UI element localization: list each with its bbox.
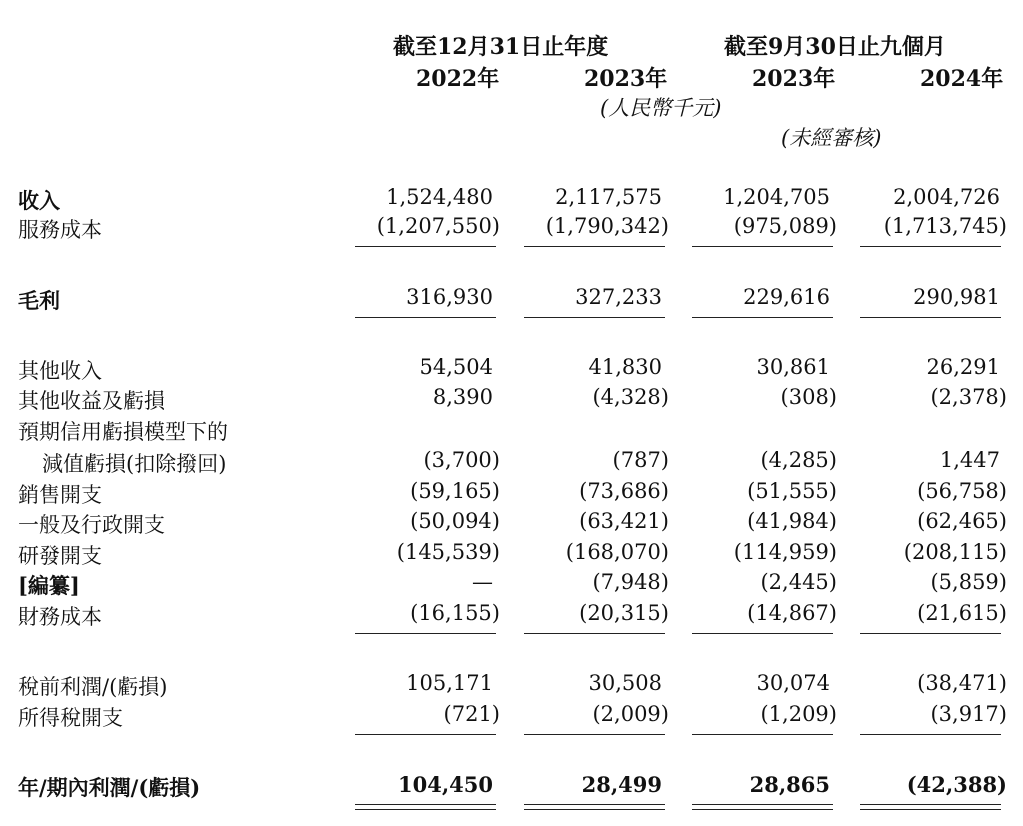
- cell-gross-profit-9m2024: 290,981: [913, 285, 1000, 309]
- cell-cost-2023: (1,790,342): [545, 214, 669, 238]
- row-label-rnd-expenses: 研發開支: [18, 544, 102, 568]
- cell-cost-2022: (1,207,550): [376, 214, 500, 238]
- cell-gross-profit-2023: 327,233: [575, 285, 662, 309]
- rule-finance-9m2024: [860, 633, 1001, 634]
- cell-other-income-2022: 54,504: [419, 355, 493, 379]
- double-rule-2022: [355, 804, 496, 810]
- double-rule-9m2024: [860, 804, 1001, 810]
- cell-profit-2022: 104,450: [398, 772, 493, 797]
- cell-other-gains-9m2023: (308): [780, 385, 837, 409]
- cell-selling-9m2023: (51,555): [747, 479, 837, 503]
- rule-tax-2022: [355, 734, 496, 735]
- row-label-ecl-model: 預期信用虧損模型下的: [18, 420, 228, 444]
- cell-selling-2022: (59,165): [410, 479, 500, 503]
- cell-finance-9m2023: (14,867): [747, 601, 837, 625]
- unaudited-note: (未經審核): [781, 126, 882, 150]
- cell-gross-profit-9m2023: 229,616: [743, 285, 830, 309]
- cell-gross-profit-2022: 316,930: [406, 285, 493, 309]
- rule-gp-2022: [355, 317, 496, 318]
- cell-impairment-2022: (3,700): [423, 448, 500, 472]
- row-label-other-gains-losses: 其他收益及虧損: [18, 389, 165, 413]
- cell-rnd-9m2023: (114,959): [733, 540, 837, 564]
- cell-admin-2023: (63,421): [579, 509, 669, 533]
- row-label-redacted: [編纂]: [18, 573, 80, 598]
- cell-revenue-2023: 2,117,575: [555, 185, 662, 209]
- period-annual-header: 截至12月31日止年度: [393, 34, 609, 60]
- rule-gp-9m2023: [692, 317, 833, 318]
- cell-profit-9m2024: (42,388): [906, 772, 1007, 797]
- rule-cost-2023: [524, 246, 665, 247]
- cell-rnd-2023: (168,070): [565, 540, 669, 564]
- cell-redacted-9m2023: (2,445): [760, 570, 837, 594]
- cell-cost-9m2024: (1,713,745): [883, 214, 1007, 238]
- row-label-profit-for-period: 年/期內利潤/(虧損): [18, 775, 201, 800]
- cell-impairment-2023: (787): [612, 448, 669, 472]
- year-header-2022: 2022年: [416, 66, 500, 92]
- cell-admin-9m2024: (62,465): [917, 509, 1007, 533]
- rule-gp-2023: [524, 317, 665, 318]
- cell-pbt-9m2024: (38,471): [917, 671, 1007, 695]
- double-rule-9m2023: [692, 804, 833, 810]
- cell-other-income-9m2023: 30,861: [756, 355, 830, 379]
- row-label-finance-costs: 財務成本: [18, 605, 102, 629]
- cell-selling-9m2024: (56,758): [917, 479, 1007, 503]
- cell-other-income-9m2024: 26,291: [926, 355, 1000, 379]
- cell-other-gains-9m2024: (2,378): [930, 385, 1007, 409]
- cell-cost-9m2023: (975,089): [733, 214, 837, 238]
- cell-pbt-2022: 105,171: [406, 671, 493, 695]
- cell-finance-2022: (16,155): [410, 601, 500, 625]
- cell-tax-2023: (2,009): [592, 702, 669, 726]
- cell-rnd-9m2024: (208,115): [903, 540, 1007, 564]
- row-label-revenue: 收入: [18, 188, 60, 213]
- row-label-gross-profit: 毛利: [18, 288, 60, 313]
- period-nine-months-header: 截至9月30日止九個月: [724, 34, 946, 60]
- cell-profit-9m2023: 28,865: [749, 772, 830, 797]
- row-label-other-income: 其他收入: [18, 359, 102, 383]
- currency-unit-note: (人民幣千元): [600, 96, 722, 120]
- cell-profit-2023: 28,499: [581, 772, 662, 797]
- cell-admin-2022: (50,094): [410, 509, 500, 533]
- year-header-2024: 2024年: [920, 66, 1004, 92]
- cell-pbt-9m2023: 30,074: [756, 671, 830, 695]
- cell-redacted-9m2024: (5,859): [930, 570, 1007, 594]
- year-header-2023-annual: 2023年: [584, 66, 668, 92]
- rule-cost-9m2023: [692, 246, 833, 247]
- row-label-impairment-losses: 減值虧損(扣除撥回): [42, 452, 227, 476]
- row-label-profit-before-tax: 稅前利潤/(虧損): [18, 675, 168, 699]
- rule-tax-2023: [524, 734, 665, 735]
- cell-redacted-2023: (7,948): [592, 570, 669, 594]
- row-label-cost-of-services: 服務成本: [18, 218, 102, 242]
- cell-finance-9m2024: (21,615): [917, 601, 1007, 625]
- rule-finance-2023: [524, 633, 665, 634]
- row-label-income-tax: 所得稅開支: [18, 706, 123, 730]
- row-label-selling-expenses: 銷售開支: [18, 483, 102, 507]
- cell-revenue-9m2024: 2,004,726: [893, 185, 1000, 209]
- cell-other-gains-2022: 8,390: [432, 385, 493, 409]
- cell-other-income-2023: 41,830: [588, 355, 662, 379]
- rule-tax-9m2024: [860, 734, 1001, 735]
- cell-finance-2023: (20,315): [579, 601, 669, 625]
- cell-revenue-9m2023: 1,204,705: [723, 185, 830, 209]
- double-rule-2023: [524, 804, 665, 810]
- rule-finance-9m2023: [692, 633, 833, 634]
- row-label-admin-expenses: 一般及行政開支: [18, 513, 165, 537]
- cell-tax-9m2024: (3,917): [930, 702, 1007, 726]
- rule-tax-9m2023: [692, 734, 833, 735]
- cell-other-gains-2023: (4,328): [592, 385, 669, 409]
- cell-admin-9m2023: (41,984): [747, 509, 837, 533]
- rule-gp-9m2024: [860, 317, 1001, 318]
- rule-cost-9m2024: [860, 246, 1001, 247]
- cell-impairment-9m2023: (4,285): [760, 448, 837, 472]
- cell-redacted-2022: —: [472, 570, 493, 594]
- cell-pbt-2023: 30,508: [588, 671, 662, 695]
- cell-impairment-9m2024: 1,447: [939, 448, 1000, 472]
- rule-finance-2022: [355, 633, 496, 634]
- rule-cost-2022: [355, 246, 496, 247]
- cell-tax-9m2023: (1,209): [760, 702, 837, 726]
- cell-tax-2022: (721): [443, 702, 500, 726]
- cell-revenue-2022: 1,524,480: [386, 185, 493, 209]
- cell-selling-2023: (73,686): [579, 479, 669, 503]
- cell-rnd-2022: (145,539): [396, 540, 500, 564]
- year-header-2023-nine-months: 2023年: [752, 66, 836, 92]
